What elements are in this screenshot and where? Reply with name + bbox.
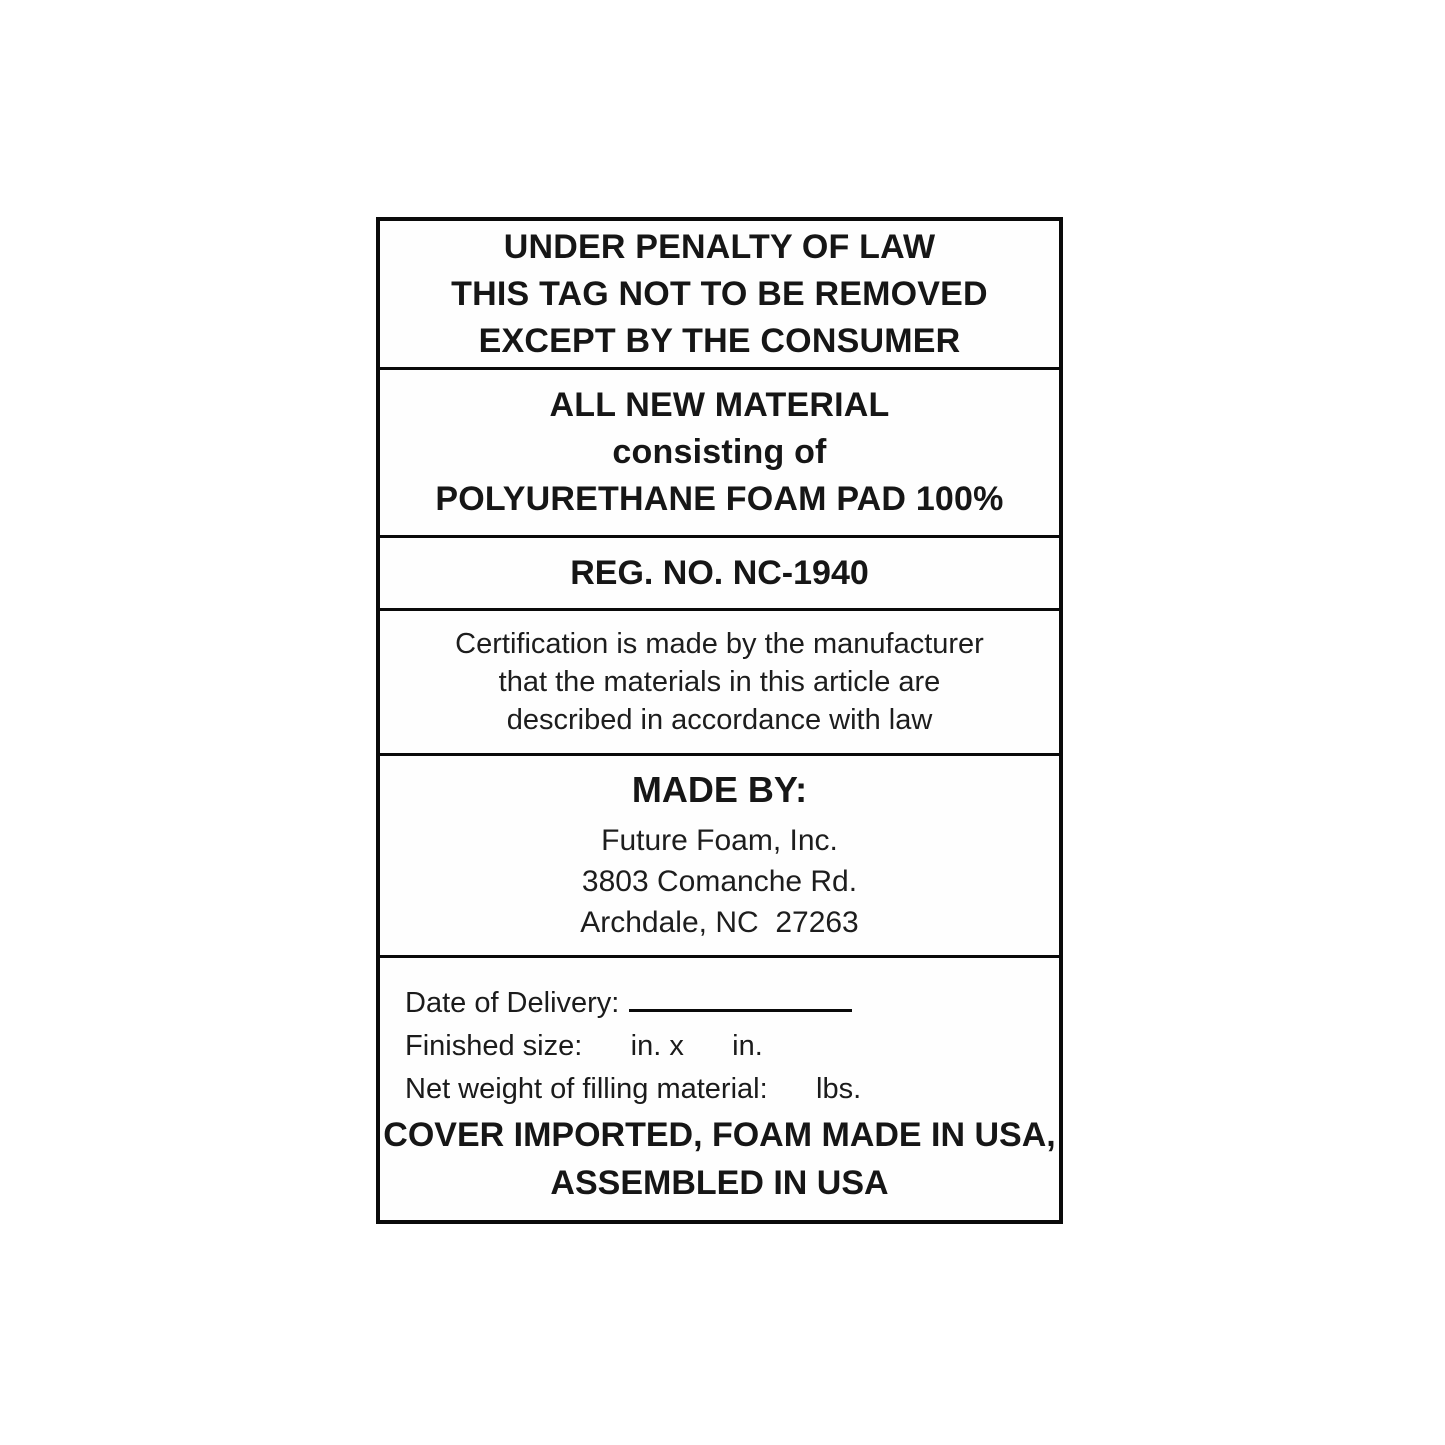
made-by-city: Archdale, NC 27263 (580, 906, 859, 939)
certification-line-3: described in accordance with law (506, 704, 933, 736)
made-by-street: 3803 Comanche Rd. (581, 865, 858, 898)
material-line-2: consisting of (612, 433, 827, 471)
penalty-section (380, 221, 1059, 367)
net-weight-line: Net weight of filling material: lbs. (405, 1073, 862, 1105)
reg-no-text: REG. NO. NC-1940 (570, 554, 869, 592)
penalty-line-2: THIS TAG NOT TO BE REMOVED (451, 274, 988, 313)
made-by-section (380, 753, 1059, 955)
material-section (380, 367, 1059, 535)
delivery-fill-lines (380, 958, 1059, 1111)
penalty-line-1: UNDER PENALTY OF LAW (503, 227, 936, 266)
origin-line-1: COVER IMPORTED, FOAM MADE IN USA, (383, 1116, 1056, 1154)
date-of-delivery-blank (629, 985, 852, 1012)
material-line-1: ALL NEW MATERIAL (549, 386, 890, 424)
made-by-company: Future Foam, Inc. (601, 824, 838, 857)
date-of-delivery-label: Date of Delivery: (405, 987, 620, 1019)
finished-size-line: Finished size: in. x in. (405, 1030, 763, 1062)
delivery-section (380, 955, 1059, 1221)
certification-line-1: Certification is made by the manufacturer (455, 628, 984, 660)
origin-statement (380, 1111, 1059, 1221)
date-of-delivery-line (405, 982, 1059, 1025)
certification-section (380, 608, 1059, 753)
certification-line-2: that the materials in this article are (498, 666, 941, 698)
made-by-heading: MADE BY: (631, 769, 808, 810)
reg-no-section (380, 535, 1059, 608)
origin-line-2: ASSEMBLED IN USA (550, 1164, 889, 1202)
material-line-3: POLYURETHANE FOAM PAD 100% (435, 480, 1004, 518)
penalty-line-3: EXCEPT BY THE CONSUMER (478, 321, 961, 360)
law-tag (376, 217, 1063, 1224)
